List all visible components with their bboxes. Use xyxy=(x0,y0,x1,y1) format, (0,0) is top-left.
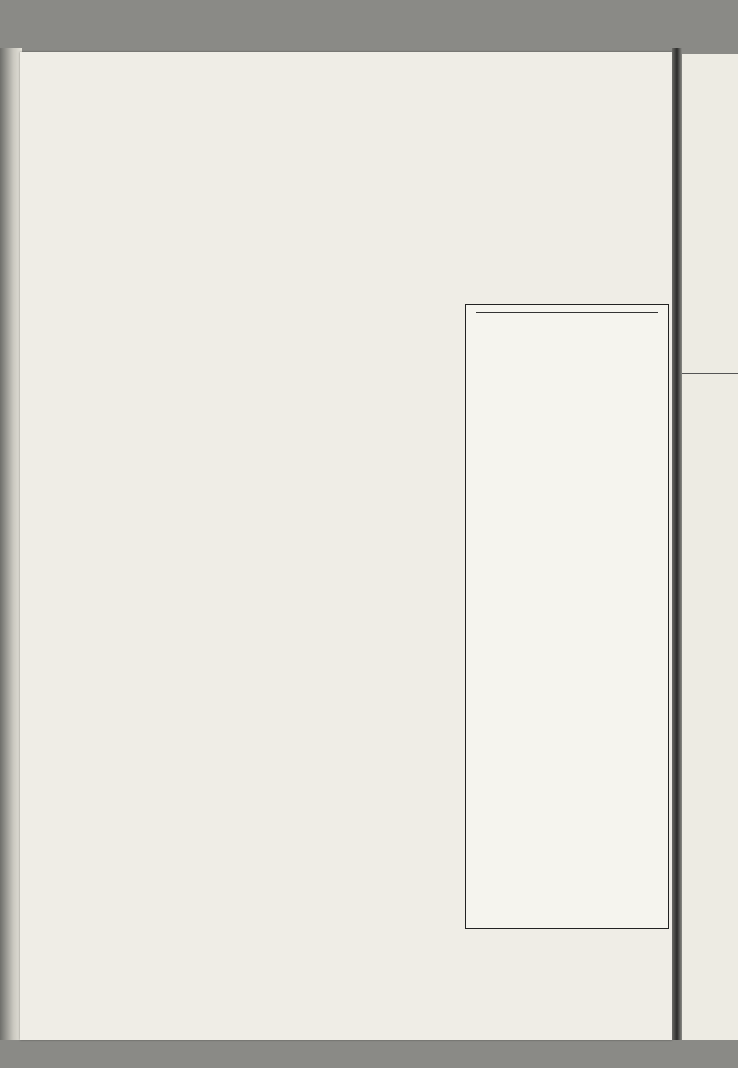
text-column-2 xyxy=(254,66,450,71)
colophon-divider xyxy=(476,312,658,313)
page-edge-shadow xyxy=(0,48,22,1040)
binding-gutter xyxy=(672,48,682,1040)
article-divider xyxy=(682,373,738,374)
right-page-fragment xyxy=(682,54,738,1040)
text-column-1 xyxy=(36,66,232,71)
colophon-box xyxy=(465,304,669,929)
